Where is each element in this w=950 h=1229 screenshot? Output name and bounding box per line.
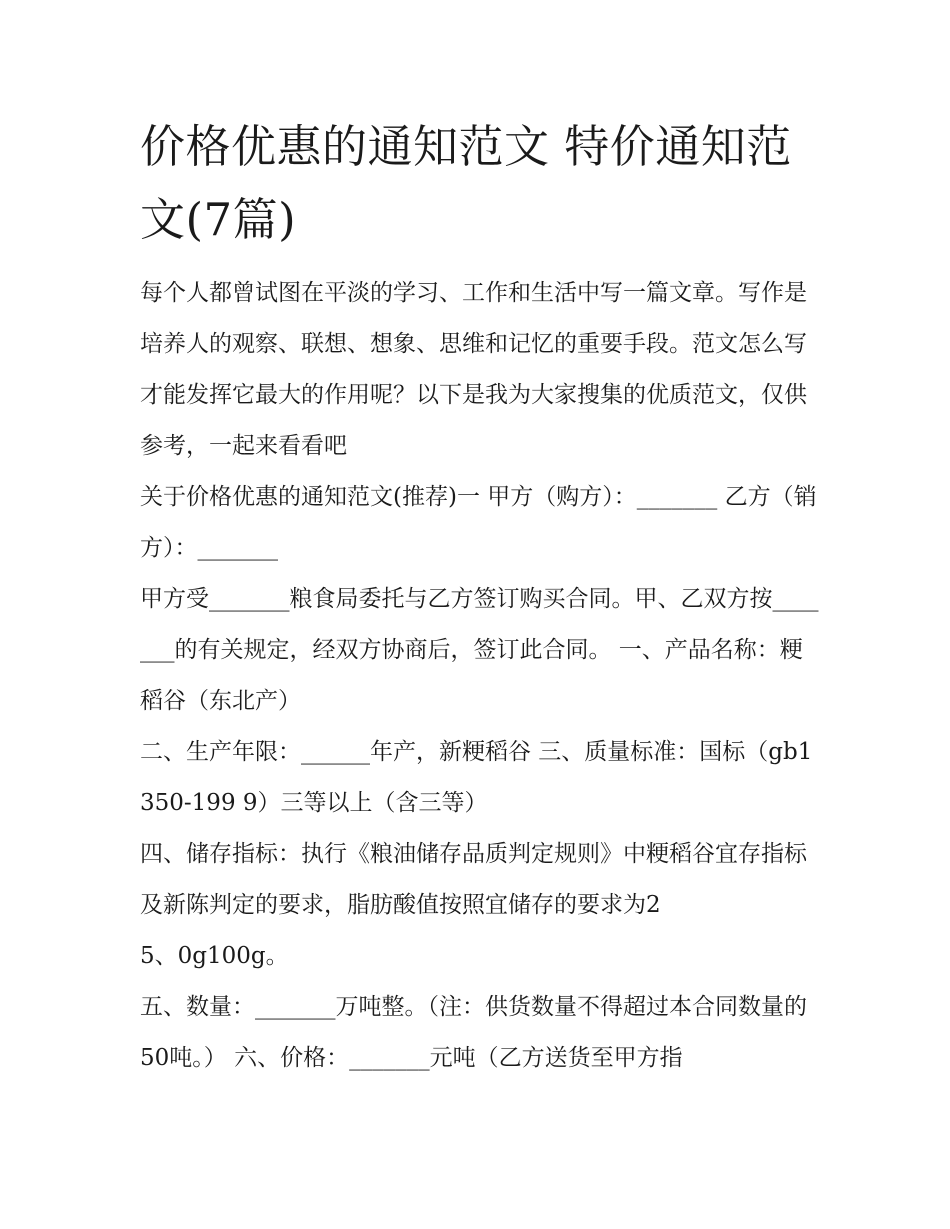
document-title: 价格优惠的通知范文 特价通知范文(7篇) <box>140 120 792 246</box>
paragraph-intro: 每个人都曾试图在平淡的学习、工作和生活中写一篇文章。写作是培养人的观察、联想、想象、思维和记忆的重要手段。范文怎么写才能发挥它最大的作用呢？以下是我为大家搜集的优质范文，仅供参考，一起来看看吧 <box>140 280 807 459</box>
paragraph-storage: 四、储存指标：执行《粮油储存品质判定规则》中粳稻谷宜存指标及新陈判定的要求，脂肪酸值按照宜储存的要求为2 5、0g100g。 <box>140 841 807 969</box>
paragraph-production-year: 二、生产年限：______年产，新粳稻谷 三、质量标准：国标（gb1350-199 9）三等以上（含三等） <box>140 739 813 816</box>
paragraph-quantity-price: 五、数量：_______万吨整。（注：供货数量不得超过本合同数量的50吨。） 六、价格：_______元吨（乙方送货至甲方指 <box>140 994 807 1071</box>
document-body <box>140 110 820 1084</box>
paragraph-parties: 关于价格优惠的通知范文(推荐)一 甲方（购方）：_______ 乙方（销方）：_______ <box>140 484 817 561</box>
paragraph-commission: 甲方受_______粮食局委托与乙方签订购买合同。甲、乙双方按_______的有关规定，经双方协商后，签订此合同。 一、产品名称：粳稻谷（东北产） <box>140 586 819 714</box>
